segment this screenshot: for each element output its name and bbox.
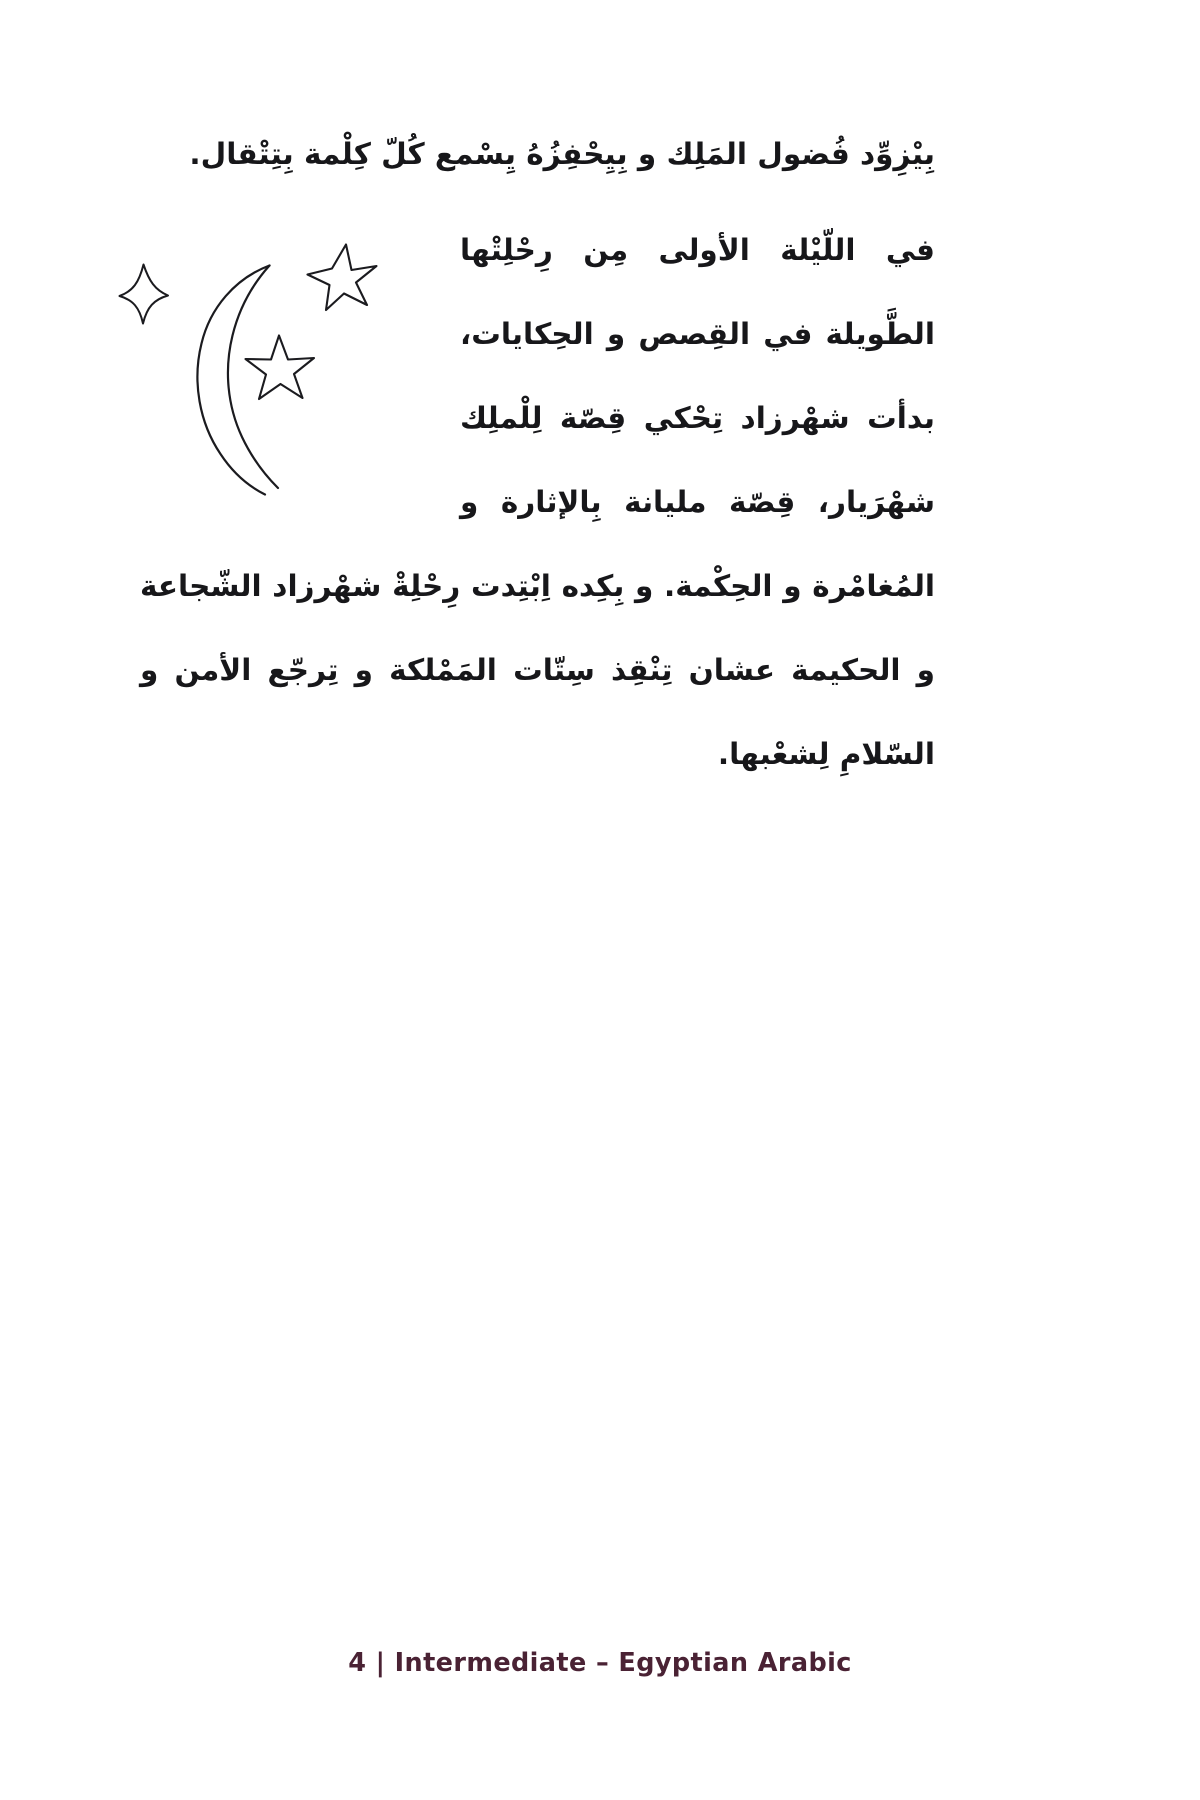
page-footer [0,1648,1200,1678]
footer-label: 4 | Intermediate – Egyptian Arabic [348,1648,852,1678]
paragraph-2: في الليلة الأولى من رحلتها الطويلة في القصص و الحكايات، بدأت شهرزاد تحكي قصة للملك شهريار، قصة مليانة بالإثارة و المغامرة و الحكمة. و بكده ابتدت رحلة شهرزاد الشجاعة و الحكيمة عشان تنقذ ستات المملكة و ترجع الأمن و السلام لشعبها. [140,208,935,796]
illustration-text-wrap-spacer [140,222,460,480]
paragraph-1: بيزود فضول الملك و بيحفزه يسمع كل كلمة بتتقال. [189,137,935,171]
body-text-block [140,112,935,796]
